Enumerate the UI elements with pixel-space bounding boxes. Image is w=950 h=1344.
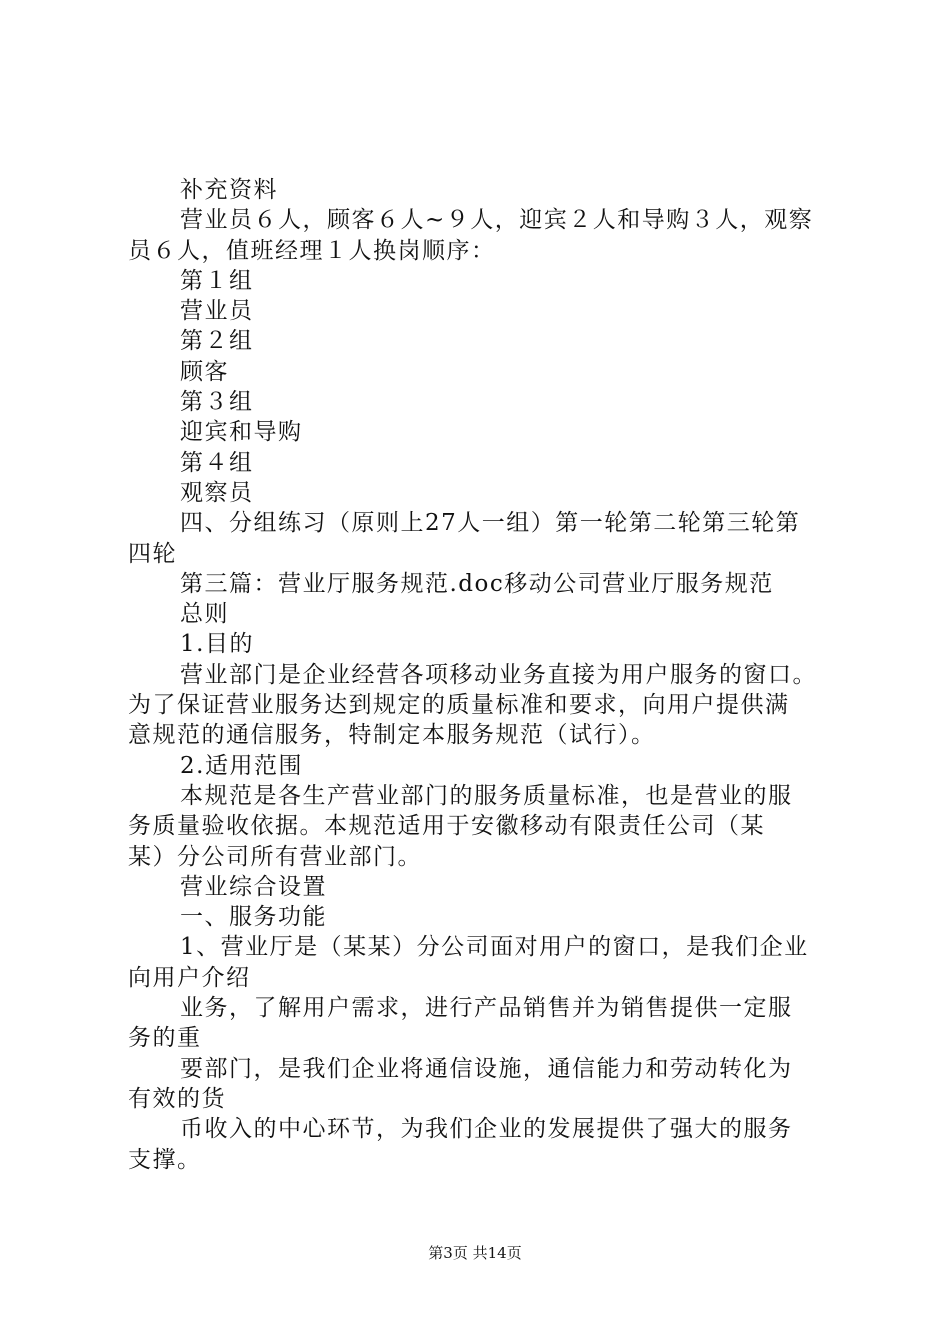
text-line: 营业员 xyxy=(180,298,254,325)
page-footer: 第3页 共14页 xyxy=(428,1244,522,1262)
text-line: 有效的货 xyxy=(128,1085,226,1112)
text-line: 迎宾和导购 xyxy=(180,419,303,446)
text-line: 1.目的 xyxy=(180,631,254,658)
text-line: 营业员６人，顾客６人~９人，迎宾２人和导购３人，观察 xyxy=(180,207,814,234)
text-line: 某）分公司所有营业部门。 xyxy=(128,843,422,870)
text-line: 支撑。 xyxy=(128,1146,202,1173)
text-line: 本规范是各生产营业部门的服务质量标准，也是营业的服 xyxy=(180,782,793,809)
text-line: 营业综合设置 xyxy=(180,873,327,900)
text-line: 第３组 xyxy=(180,389,254,416)
text-line: 为了保证营业服务达到规定的质量标准和要求，向用户提供满 xyxy=(128,692,790,719)
text-line: 员６人，值班经理１人换岗顺序： xyxy=(128,237,496,264)
text-line: 币收入的中心环节，为我们企业的发展提供了强大的服务 xyxy=(180,1116,793,1143)
text-line: 务的重 xyxy=(128,1025,202,1052)
document-body xyxy=(128,175,832,1175)
text-line: 1、营业厅是（某某）分公司面对用户的窗口，是我们企业 xyxy=(180,934,809,961)
text-line: 总则 xyxy=(180,601,229,628)
text-line: 要部门，是我们企业将通信设施，通信能力和劳动转化为 xyxy=(180,1055,793,1082)
text-line: 意规范的通信服务，特制定本服务规范（试行）。 xyxy=(128,722,656,749)
text-line: 四、分组练习（原则上27人一组）第一轮第二轮第三轮第 xyxy=(180,510,801,537)
text-line: 顾客 xyxy=(180,358,229,385)
text-line: 第三篇：营业厅服务规范.doc移动公司营业厅服务规范 xyxy=(180,570,774,597)
text-line: 2.适用范围 xyxy=(180,752,303,779)
text-line: 第４组 xyxy=(180,449,254,476)
text-line: 观察员 xyxy=(180,479,254,506)
text-line: 营业部门是企业经营各项移动业务直接为用户服务的窗口。 xyxy=(180,661,817,688)
text-line: 四轮 xyxy=(128,540,177,567)
text-line: 向用户介绍 xyxy=(128,964,251,991)
text-line: 第２组 xyxy=(180,328,254,355)
text-line: 补充资料 xyxy=(180,177,278,203)
text-line: 务质量验收依据。本规范适用于安徽移动有限责任公司（某 xyxy=(128,813,765,840)
text-line: 一、服务功能 xyxy=(180,904,327,931)
text-line: 业务，了解用户需求，进行产品销售并为销售提供一定服 xyxy=(180,995,793,1022)
text-line: 第１组 xyxy=(180,267,254,294)
